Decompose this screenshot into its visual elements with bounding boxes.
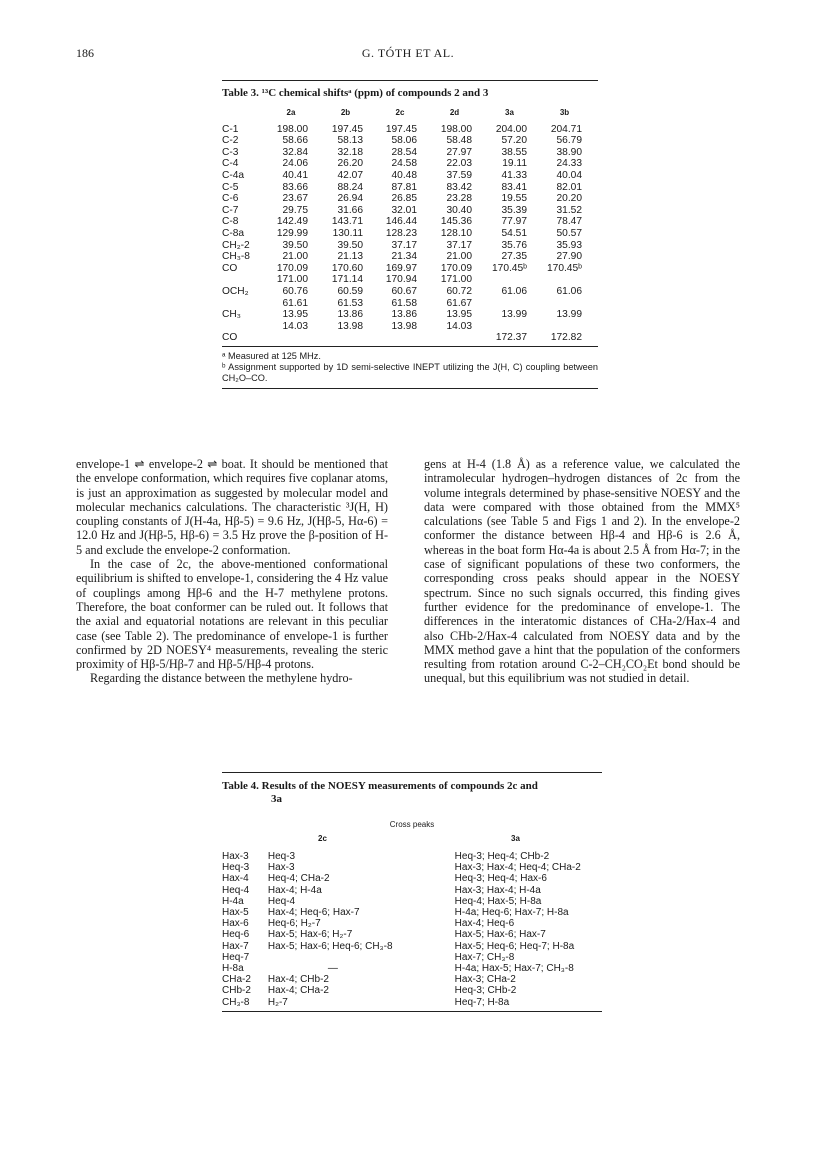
table3-header-cell: 3b xyxy=(559,108,570,117)
table3-cell: 38.55 xyxy=(501,146,527,158)
table4-row xyxy=(222,952,602,963)
table3-cell: 13.99 xyxy=(556,309,582,321)
table4-cell-3a: Hax-3; Hax-4; H-4a xyxy=(454,884,541,896)
table4-row xyxy=(222,873,602,884)
table3-cell: 26.94 xyxy=(337,193,363,205)
table3-cell: 13.99 xyxy=(501,309,527,321)
table3-header-cell: 3a xyxy=(505,108,514,117)
table3-cell: 27.90 xyxy=(556,251,582,263)
table3-row-label: C-2 xyxy=(222,135,239,147)
table3-cell: 198.00 xyxy=(440,123,472,135)
table3-row-label: C-1 xyxy=(222,123,239,135)
table3-header-cell: 2b xyxy=(340,108,351,117)
table3-cell: 83.42 xyxy=(446,181,472,193)
table4-col-3a: 3a xyxy=(511,834,520,843)
table3-footnote-a: ᵃ Measured at 125 MHz. xyxy=(222,350,321,361)
table4-row xyxy=(222,885,602,896)
table3-cell: 38.90 xyxy=(556,146,582,158)
table3-cell: 197.45 xyxy=(385,123,417,135)
table3 xyxy=(222,78,598,389)
table3-cell: 14.03 xyxy=(446,320,472,332)
table3-cell: 40.04 xyxy=(556,169,582,181)
right-paragraph-1: gens at H-4 (1.8 Å) as a reference value, we calculated the intramolecular hydrogen–hydrogen distances of 2c from the volume integrals determined by phase-sensitive NOESY and the data were compared with those obtained from the MMX⁵ calculations (see Table 5 and Figs 1 and 2). In the envelope-2 conformer the distance between Hβ-4 and Hβ-6 is 2.6 Å, whereas in the boat form Hα-4a is about 2.5 Å from Hα-7; in the case of significant populations of these two conformers, the corresponding cross peaks should appear in the NOESY spectrum. Since no such signals occurred, this finding gives further evidence for the predominance of envelope-1. The differences in the interatomic distances of CHa-2/Hax-4 and also CHb-2/Hax-4 calculated from NOESY data and by the MMX method gave a hint that the population of the conformers resulting from rotation around C-2–CH₂CO₂Et bond should be unequal, but this equilibrium was not studied in detail. xyxy=(424,457,740,686)
table3-row-label xyxy=(222,298,264,310)
table3-cell: 23.67 xyxy=(282,193,308,205)
table4-cell-2c: Heq-4 xyxy=(267,895,296,907)
table3-cell: 37.17 xyxy=(446,239,472,251)
left-paragraph-1: envelope-1 ⇌ envelope-2 ⇌ boat. It should be mentioned that the envelope conformation, which requires five coplanar atoms, is just an approximation as suggested by molecular model and molecular mechanics calculations. The characteristic ³J(H, H) coupling constants of J(H-4a, Hβ-5) = 9.6 Hz, J(Hβ-5, Hα-6) = 12.0 Hz and J(Hβ-5, Hβ-6) = 3.5 Hz prove the β-position of H-5 and exclude the envelope-2 conformation. xyxy=(76,457,388,557)
table3-cell: 58.06 xyxy=(391,135,417,147)
table3-header-cell xyxy=(222,107,264,124)
left-paragraph-3: Regarding the distance between the methylene hydro- xyxy=(90,671,353,686)
table3-cell: 35.76 xyxy=(501,239,527,251)
table3-cell xyxy=(537,321,592,333)
table4-row xyxy=(222,985,602,996)
table3-cell: 170.45ᵇ xyxy=(491,262,527,274)
table4-cell-2c: Heq-6; H₂-7 xyxy=(267,918,321,930)
table3-cell xyxy=(537,274,592,286)
table3-cell: 21.13 xyxy=(337,251,363,263)
table3-cell: 56.79 xyxy=(556,135,582,147)
left-column xyxy=(76,457,388,686)
table3-row-label: C-8 xyxy=(222,216,239,228)
table4-cell-3a: H-4a; Hax-5; Hax-7; CH₃-8 xyxy=(454,963,574,975)
table4-cell-3a: Hax-7; CH₃-8 xyxy=(454,951,515,963)
table3-cell: 60.76 xyxy=(282,285,308,297)
table3-cell: 88.24 xyxy=(337,181,363,193)
table3-row-label: CO xyxy=(222,332,238,344)
table3-cell: 170.09 xyxy=(440,262,472,274)
table4-proton-label: Heq-7 xyxy=(222,951,250,963)
table3-cell: 171.00 xyxy=(440,274,472,286)
table3-cell: 58.48 xyxy=(446,135,472,147)
table3-cell: 128.23 xyxy=(385,227,417,239)
table4-cell-2c: Hax-4; CHa-2 xyxy=(267,985,329,997)
table3-cell: 61.58 xyxy=(391,297,417,309)
table3-cell: 58.13 xyxy=(337,135,363,147)
table3-cell: 169.97 xyxy=(385,262,417,274)
table3-cell: 60.72 xyxy=(446,285,472,297)
table4-cell-2c: Hax-4; H-4a xyxy=(267,884,322,896)
table4-row xyxy=(222,941,602,952)
table4 xyxy=(222,774,602,1012)
table3-row-label: C-7 xyxy=(222,204,239,216)
table3-cell: 170.09 xyxy=(276,262,308,274)
table3-cell xyxy=(482,321,537,333)
table3-cell xyxy=(427,332,482,344)
table3-cell: 39.50 xyxy=(282,239,308,251)
table3-cell: 143.71 xyxy=(331,216,363,228)
table4-cell-2c: Hax-5; Hax-6; Heq-6; CH₃-8 xyxy=(267,940,393,952)
table3-cell: 198.00 xyxy=(276,123,308,135)
table4-top-rule xyxy=(222,772,602,773)
table3-cell: 27.35 xyxy=(501,251,527,263)
table3-cell: 13.86 xyxy=(391,309,417,321)
table3-cell: 50.57 xyxy=(556,227,582,239)
table3-row-label: C-5 xyxy=(222,181,239,193)
table3-cell: 32.84 xyxy=(282,146,308,158)
table3-cell: 21.00 xyxy=(282,251,308,263)
table3-cell: 128.10 xyxy=(440,227,472,239)
table3-row-label: CH₂-2 xyxy=(222,239,250,251)
table3-footnote-b: ᵇ Assignment supported by 1D semi-selective INEPT utilizing the J(H, C) coupling between CH₂O–CO. xyxy=(222,361,598,383)
table3-grid xyxy=(222,107,598,344)
table4-row xyxy=(222,851,602,862)
page-number: 186 xyxy=(76,46,94,60)
table3-cell: 129.99 xyxy=(276,227,308,239)
table3-cell: 21.34 xyxy=(391,251,417,263)
table4-row xyxy=(222,907,602,918)
table4-proton-label: H-4a xyxy=(222,895,244,907)
table3-cell: 61.06 xyxy=(556,285,582,297)
table3-row-label: C-8a xyxy=(222,227,245,239)
table3-cell: 41.33 xyxy=(501,169,527,181)
table3-cell: 13.95 xyxy=(282,309,308,321)
table3-cell xyxy=(482,298,537,310)
table4-proton-label: Hax-7 xyxy=(222,940,249,952)
table3-cell: 22.03 xyxy=(446,158,472,170)
table3-cell: 61.06 xyxy=(501,285,527,297)
table4-proton-label: H-8a xyxy=(222,963,244,975)
table3-cell: 61.53 xyxy=(337,297,363,309)
table3-cell: 130.11 xyxy=(332,227,363,239)
table3-cell: 30.40 xyxy=(446,204,472,216)
table3-row-label: C-4 xyxy=(222,158,239,170)
table4-cell-2c: Hax-3 xyxy=(267,862,295,874)
table4-proton-label: CHa-2 xyxy=(222,974,251,986)
table3-cell: 13.86 xyxy=(337,309,363,321)
table3-bottom-rule xyxy=(222,388,598,389)
table4-caption-line1: Table 4. Results of the NOESY measurements of compounds 2c and xyxy=(222,780,538,792)
table3-cell: 170.45ᵇ xyxy=(546,262,582,274)
table4-proton-label: Hax-5 xyxy=(222,907,249,919)
table3-cell: 21.00 xyxy=(446,251,472,263)
table3-cell: 40.48 xyxy=(391,169,417,181)
table3-cell: 39.50 xyxy=(337,239,363,251)
table4-cell-3a: Hax-4; Heq-6 xyxy=(454,918,515,930)
table3-header-cell: 2c xyxy=(395,108,405,117)
table3-cell: 20.20 xyxy=(556,193,582,205)
table4-cell-3a: Heq-3; Heq-4; Hax-6 xyxy=(454,873,547,885)
table4-proton-label: Heq-4 xyxy=(222,884,250,896)
table4-cell-3a: Hax-3; CHa-2 xyxy=(454,974,516,986)
table3-cell: 170.94 xyxy=(385,274,417,286)
table3-cell: 32.18 xyxy=(337,146,363,158)
table4-col-2c: 2c xyxy=(318,834,327,843)
table4-cell-3a: Hax-3; Hax-4; Heq-4; CHa-2 xyxy=(454,862,581,874)
table3-cell: 42.07 xyxy=(337,169,363,181)
table3-row-label xyxy=(222,321,264,333)
table4-row xyxy=(222,929,602,940)
table4-cell-3a: Heq-3; CHb-2 xyxy=(454,985,517,997)
table3-cell: 24.06 xyxy=(282,158,308,170)
table3-cell: 83.66 xyxy=(282,181,308,193)
table3-mid-rule xyxy=(222,346,598,347)
table4-row xyxy=(222,963,602,974)
table3-row-label: C-3 xyxy=(222,146,239,158)
table3-cell: 29.75 xyxy=(282,204,308,216)
table3-cell: 57.20 xyxy=(501,135,527,147)
table3-cell: 32.01 xyxy=(391,204,417,216)
table3-cell: 19.11 xyxy=(502,158,527,170)
right-column xyxy=(424,457,740,686)
table3-cell: 83.41 xyxy=(501,181,527,193)
table4-row xyxy=(222,862,602,873)
table3-cell: 172.37 xyxy=(495,332,527,344)
table4-bottom-rule xyxy=(222,1011,602,1012)
table4-proton-label: Hax-3 xyxy=(222,851,249,862)
table3-cell: 170.60 xyxy=(331,262,363,274)
table4-cell-3a: Hax-5; Hax-6; Hax-7 xyxy=(454,929,546,941)
table3-cell: 171.00 xyxy=(276,274,308,286)
table3-cell: 35.39 xyxy=(501,204,527,216)
table3-cell: 78.47 xyxy=(556,216,582,228)
table3-cell: 19.55 xyxy=(501,193,527,205)
table3-header-cell: 2d xyxy=(449,108,460,117)
table4-cell-3a: Heq-7; H-8a xyxy=(454,996,510,1008)
table4-cell-3a: Heq-3; Heq-4; CHb-2 xyxy=(454,851,550,862)
table4-proton-label: Heq-6 xyxy=(222,929,250,941)
table4-cell-2c: Hax-4; CHb-2 xyxy=(267,974,329,986)
table3-row-label: C-6 xyxy=(222,193,239,205)
table4-proton-label: CH₃-8 xyxy=(222,996,250,1008)
table3-cell: 61.61 xyxy=(282,297,308,309)
table3-cell: 82.01 xyxy=(556,181,582,193)
table4-row xyxy=(222,896,602,907)
table3-cell: 28.54 xyxy=(391,146,417,158)
table3-cell xyxy=(482,274,537,286)
table3-row-label: C-4a xyxy=(222,169,245,181)
table4-cell-2c: Hax-5; Hax-6; H₂-7 xyxy=(267,929,353,941)
table3-cell: 77.97 xyxy=(501,216,527,228)
table3-cell: 87.81 xyxy=(391,181,417,193)
table3-header-cell: 2a xyxy=(286,108,296,117)
table3-cell: 142.49 xyxy=(276,216,308,228)
table4-cell-3a: Heq-4; Hax-5; H-8a xyxy=(454,895,542,907)
table3-cell: 172.82 xyxy=(550,332,582,344)
table3-cell: 13.98 xyxy=(391,320,417,332)
table3-cell xyxy=(537,298,592,310)
table3-cell xyxy=(373,332,427,344)
table4-cell-2c: Hax-4; Heq-6; Hax-7 xyxy=(267,907,360,919)
table3-row-label: CO xyxy=(222,262,238,274)
table3-cell: 37.59 xyxy=(446,169,472,181)
table4-cell-2c: Heq-4; CHa-2 xyxy=(267,873,330,885)
table4-proton-label: Heq-3 xyxy=(222,862,250,874)
table4-proton-label: Hax-6 xyxy=(222,918,249,930)
table3-cell: 23.28 xyxy=(446,193,472,205)
running-title: G. TÓTH ET AL. xyxy=(361,46,455,60)
table3-cell: 204.00 xyxy=(495,123,527,135)
table4-row xyxy=(222,974,602,985)
table3-cell: 31.52 xyxy=(556,204,582,216)
table3-cell: 60.67 xyxy=(391,285,417,297)
left-paragraph-2: In the case of 2c, the above-mentioned conformational equilibrium is shifted to envelope-1, considering the 4 Hz value of couplings among Hβ-6 and the H-7 methylene protons. Therefore, the boat conformer can be ruled out. It follows that the axial and equatorial notations are relevant in this peculiar case (see Table 2). The predominance of envelope-1 is further confirmed by 2D NOESY⁴ measurements, revealing the steric proximity of Hβ-5/Hβ-7 and Hβ-5/Hβ-4 protons. xyxy=(76,557,388,672)
table4-column-headers xyxy=(222,829,602,851)
table3-cell: 145.36 xyxy=(440,216,472,228)
table3-cell: 27.97 xyxy=(446,146,472,158)
table4-cell-3a: Hax-5; Heq-6; Heq-7; H-8a xyxy=(454,940,575,952)
table3-cell: 171.14 xyxy=(331,274,363,286)
table4-cell-2c: Heq-3 xyxy=(267,851,296,862)
table3-row-label: CH₃ xyxy=(222,309,241,321)
table3-cell: 26.20 xyxy=(337,158,363,170)
table3-cell: 24.33 xyxy=(556,158,582,170)
table3-caption: Table 3. ¹³C chemical shiftsᵃ (ppm) of compounds 2 and 3 xyxy=(222,87,489,99)
table4-proton-label: Hax-4 xyxy=(222,873,249,885)
table3-cell: 60.59 xyxy=(337,285,363,297)
table3-cell: 204.71 xyxy=(550,123,582,135)
table4-proton-label: CHb-2 xyxy=(222,985,251,997)
table4-row xyxy=(222,918,602,929)
table4-cell-2c xyxy=(268,952,455,963)
table4-caption xyxy=(222,780,602,806)
table3-cell: 24.58 xyxy=(391,158,417,170)
table3-cell: 58.66 xyxy=(282,135,308,147)
table3-cell: 31.66 xyxy=(337,204,363,216)
table3-cell: 14.03 xyxy=(282,320,308,332)
table3-cell: 13.98 xyxy=(337,320,363,332)
table3-cell: 61.67 xyxy=(446,297,472,309)
table4-body xyxy=(222,851,602,1008)
table4-caption-line2: 3a xyxy=(271,793,282,805)
table4-cell-2c: H₂-7 xyxy=(267,996,288,1008)
table3-cell: 54.51 xyxy=(501,227,527,239)
table3-cell: 26.85 xyxy=(391,193,417,205)
table4-cell-2c: — xyxy=(327,963,338,975)
table3-cell: 40.41 xyxy=(282,169,308,181)
table4-cell-3a: H-4a; Heq-6; Hax-7; H-8a xyxy=(454,907,569,919)
table3-cell xyxy=(264,332,318,344)
table3-cell xyxy=(318,332,373,344)
table4-row xyxy=(222,997,602,1008)
table3-cell: 35.93 xyxy=(556,239,582,251)
table3-row-label: CH₃-8 xyxy=(222,251,250,263)
table3-cell: 146.44 xyxy=(385,216,417,228)
table3-row-label: OCH₂ xyxy=(222,285,249,297)
table3-cell: 197.45 xyxy=(331,123,363,135)
table4-group-header: Cross peaks xyxy=(389,820,435,829)
table3-cell: 37.17 xyxy=(391,239,417,251)
table3-row-label xyxy=(222,274,264,286)
table3-cell: 13.95 xyxy=(446,309,472,321)
